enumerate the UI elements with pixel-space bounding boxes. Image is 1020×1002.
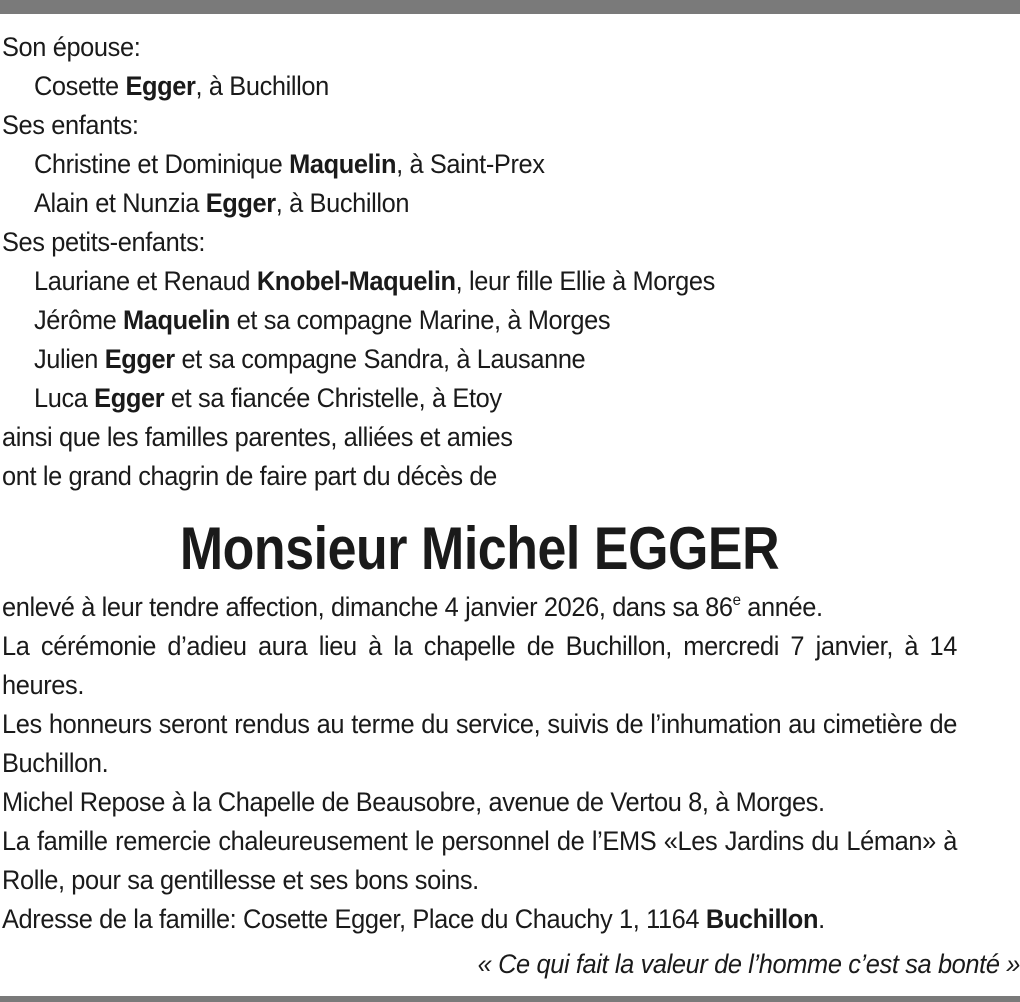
grandchild-entry <box>2 262 957 301</box>
announce-line: ont le grand chagrin de faire part du décès de <box>2 461 497 491</box>
thanks-paragraph: La famille remercie chaleureusement le personnel de l’EMS «Les Jardins du Léman» à Rolle, pour sa gentillesse et ses bons soins. <box>2 826 958 895</box>
obituary-notice <box>2 28 957 939</box>
last-name: Maquelin <box>123 305 231 335</box>
location: , à Buchillon <box>275 188 410 218</box>
ceremony-paragraph: La cérémonie d’adieu aura lieu à la chapelle de Buchillon, mercredi 7 janvier, à 14 heures. <box>2 631 958 700</box>
child-entry <box>2 145 957 184</box>
bottom-rule <box>0 996 1020 1002</box>
first-name: Alain et Nunzia <box>33 188 200 218</box>
grandchild-entry <box>2 340 957 379</box>
grandchildren-label: Ses petits-enfants: <box>2 227 206 257</box>
relatives-line: ainsi que les familles parentes, alliées et amies <box>2 422 513 452</box>
location: , leur fille Ellie à Morges <box>455 266 715 296</box>
first-name: Lauriane et Renaud <box>33 266 251 296</box>
address-text: Adresse de la famille: Cosette Egger, Place du Chauchy 1, 1164 <box>2 904 706 934</box>
last-name: Maquelin <box>289 149 397 179</box>
honors-paragraph: Les honneurs seront rendus au terme du service, suivis de l’inhumation au cimetière de Buchillon. <box>2 709 958 778</box>
location: , à Saint-Prex <box>396 149 545 179</box>
location: et sa compagne Marine, à Morges <box>230 305 611 335</box>
rest-paragraph: Michel Repose à la Chapelle de Beausobre, avenue de Vertou 8, à Morges. <box>2 787 825 817</box>
first-name: Julien <box>33 344 99 374</box>
address-town: Buchillon <box>705 904 819 934</box>
grandchild-entry <box>2 379 957 418</box>
location: et sa compagne Sandra, à Lausanne <box>174 344 586 374</box>
first-name: Cosette <box>33 71 119 101</box>
children-label: Ses enfants: <box>2 110 139 140</box>
deceased-name: Monsieur Michel EGGER <box>179 515 780 582</box>
last-name: Knobel-Maquelin <box>256 266 456 296</box>
death-text: enlevé à leur tendre affection, dimanche 4 janvier 2026, dans sa 86 <box>2 592 733 622</box>
child-entry <box>2 184 957 223</box>
top-rule <box>0 0 1020 14</box>
first-name: Christine et Dominique <box>33 149 283 179</box>
family-address <box>2 900 957 939</box>
last-name: Egger <box>125 71 196 101</box>
death-text-end: année. <box>740 592 823 622</box>
last-name: Egger <box>205 188 276 218</box>
death-line <box>2 588 957 627</box>
closing-quote: « Ce qui fait la valeur de l’homme c’est sa bonté » <box>477 949 1020 979</box>
spouse-entry <box>2 67 957 106</box>
address-end: . <box>818 904 825 934</box>
first-name: Luca <box>33 383 88 413</box>
location: , à Buchillon <box>195 71 329 101</box>
location: et sa fiancée Christelle, à Etoy <box>164 383 502 413</box>
last-name: Egger <box>104 344 175 374</box>
first-name: Jérôme <box>33 305 117 335</box>
last-name: Egger <box>94 383 165 413</box>
spouse-label: Son épouse: <box>2 32 141 62</box>
grandchild-entry <box>2 301 957 340</box>
ordinal-superscript: e <box>732 592 741 609</box>
